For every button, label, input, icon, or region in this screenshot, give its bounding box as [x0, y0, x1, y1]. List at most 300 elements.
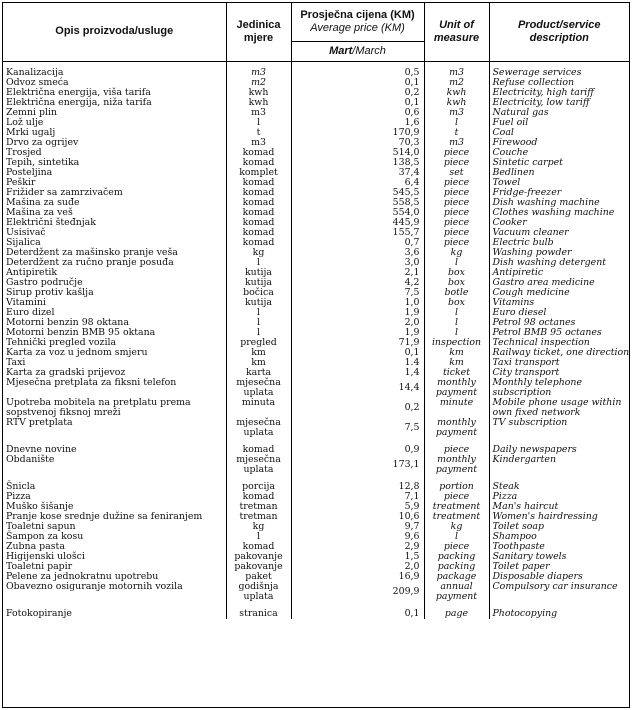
- table-row: [3, 455, 629, 475]
- table-row: [3, 328, 629, 338]
- unit-en: m3: [449, 66, 464, 78]
- cell-unit-en: [424, 552, 489, 562]
- cell-desc: [489, 118, 629, 128]
- unit-bs: paket: [245, 570, 272, 582]
- price-value: 170,9: [392, 126, 420, 138]
- cell-price: [291, 368, 424, 378]
- cell-name: [3, 398, 226, 418]
- cell-name: [3, 268, 226, 278]
- header-unit-en: Unit of measure: [424, 3, 489, 61]
- item-desc-en: Disposable diapers: [492, 570, 583, 582]
- cell-name: [3, 552, 226, 562]
- cell-unit: [226, 88, 291, 98]
- unit-bs: pakovanje: [234, 550, 283, 562]
- unit-en-cont: payment: [435, 386, 478, 398]
- item-desc-en: City transport: [492, 366, 560, 378]
- unit-bs: pregled: [240, 336, 277, 348]
- unit-bs: karta: [245, 366, 272, 378]
- cell-name: [3, 512, 226, 522]
- unit-en: packing: [437, 560, 476, 572]
- cell-unit: [226, 572, 291, 582]
- price-value: 0,1: [404, 76, 420, 88]
- unit-bs: mjesečna: [236, 453, 281, 465]
- unit-bs: m3: [251, 106, 266, 118]
- table-row: [3, 298, 629, 308]
- unit-en: monthly: [437, 376, 476, 388]
- table-row: [3, 248, 629, 258]
- cell-unit-en: [424, 218, 489, 228]
- item-desc-en: Compulsory car insurance: [492, 580, 618, 592]
- table-row: [3, 178, 629, 188]
- cell-name: [3, 108, 226, 118]
- table-row: [3, 542, 629, 552]
- cell-unit: [226, 445, 291, 455]
- unit-bs: komad: [242, 146, 275, 158]
- cell-desc: [489, 298, 629, 308]
- cell-desc: [489, 348, 629, 358]
- cell-desc: [489, 582, 629, 602]
- cell-desc: [489, 218, 629, 228]
- item-name: Električni šteđnjak: [6, 216, 96, 228]
- cell-unit: [226, 118, 291, 128]
- unit-bs: m3: [251, 66, 266, 78]
- unit-en: annual: [440, 580, 473, 592]
- unit-bs: kutija: [245, 296, 272, 308]
- cell-unit: [226, 512, 291, 522]
- unit-bs: komad: [242, 443, 275, 455]
- item-name: Kanalizacija: [6, 66, 64, 78]
- cell-unit: [226, 398, 291, 418]
- item-desc-en: Euro diesel: [492, 306, 547, 318]
- item-name: Sirup protiv kašlja: [6, 286, 94, 298]
- cell-name: [3, 572, 226, 582]
- unit-en: l: [455, 530, 458, 542]
- price-table-frame: [2, 2, 630, 708]
- table-row: [3, 148, 629, 158]
- cell-price: [291, 582, 424, 602]
- unit-bs: minuta: [241, 396, 276, 408]
- item-name: Toaletni sapun: [6, 520, 76, 532]
- cell-unit-en: [424, 582, 489, 602]
- unit-bs: komad: [242, 226, 275, 238]
- cell-name: [3, 208, 226, 218]
- item-name: Muško šišanje: [6, 500, 74, 512]
- header-description-en: Product/service description: [517, 18, 601, 44]
- cell-unit-en: [424, 148, 489, 158]
- table-row: [3, 78, 629, 88]
- unit-bs: komad: [242, 216, 275, 228]
- item-desc-en: Couche: [492, 146, 529, 158]
- table-row: [3, 582, 629, 602]
- cell-name: [3, 378, 226, 398]
- table-row: [3, 308, 629, 318]
- cell-unit-en: [424, 108, 489, 118]
- table-row: [3, 532, 629, 542]
- item-name: Frižider sa zamrzivačem: [6, 186, 123, 198]
- table-row: [3, 368, 629, 378]
- cell-unit: [226, 108, 291, 118]
- table-row: [3, 228, 629, 238]
- item-desc-en: Toilet soap: [492, 520, 545, 532]
- table-row: [3, 98, 629, 108]
- unit-en: treatment: [432, 500, 481, 512]
- item-name: Drvo za ogrijev: [6, 136, 79, 148]
- unit-en: piece: [443, 216, 470, 228]
- cell-name: [3, 328, 226, 338]
- cell-desc: [489, 108, 629, 118]
- cell-unit-en: [424, 445, 489, 455]
- unit-bs: godišnja: [238, 580, 279, 592]
- unit-en: m3: [449, 136, 464, 148]
- unit-bs: komad: [242, 196, 275, 208]
- unit-en: monthly: [437, 453, 476, 465]
- cell-unit: [226, 348, 291, 358]
- price-value: 0,6: [404, 106, 420, 118]
- cell-unit-en: [424, 198, 489, 208]
- item-name: Šnicla: [6, 480, 36, 492]
- table-row: [3, 238, 629, 248]
- item-desc-en: Technical inspection: [492, 336, 590, 348]
- table-row: [3, 158, 629, 168]
- cell-name: [3, 482, 226, 492]
- cell-unit: [226, 368, 291, 378]
- unit-bs: l: [257, 306, 260, 318]
- cell-unit-en: [424, 188, 489, 198]
- item-desc-en: Petrol 98 octanes: [492, 316, 576, 328]
- cell-unit-en: [424, 158, 489, 168]
- unit-en: monthly: [437, 416, 476, 428]
- cell-price: [291, 398, 424, 418]
- cell-unit-en: [424, 298, 489, 308]
- cell-unit: [226, 158, 291, 168]
- item-desc-en: Clothes washing machine: [492, 206, 615, 218]
- cell-unit-en: [424, 348, 489, 358]
- cell-desc: [489, 502, 629, 512]
- cell-desc: [489, 68, 629, 78]
- price-value: 7,1: [404, 490, 420, 502]
- table-row: [3, 188, 629, 198]
- unit-bs: km: [251, 356, 266, 368]
- cell-unit: [226, 482, 291, 492]
- unit-en: piece: [443, 156, 470, 168]
- item-name: Karta za gradski prijevoz: [6, 366, 126, 378]
- table-row: [3, 348, 629, 358]
- unit-en: minute: [439, 396, 474, 408]
- table-row: [3, 118, 629, 128]
- unit-bs: m3: [251, 136, 266, 148]
- item-name: Peškir: [6, 176, 36, 188]
- cell-unit: [226, 258, 291, 268]
- cell-desc: [489, 378, 629, 398]
- unit-bs: komad: [242, 156, 275, 168]
- unit-en: treatment: [432, 510, 481, 522]
- item-desc-en-cont: subscription: [492, 386, 552, 398]
- unit-en: l: [455, 116, 458, 128]
- unit-en: box: [448, 276, 465, 288]
- price-value: 554,0: [392, 206, 420, 218]
- cell-unit: [226, 98, 291, 108]
- item-desc-en: Gastro area medicine: [492, 276, 595, 288]
- cell-unit: [226, 562, 291, 572]
- item-desc-en: Cooker: [492, 216, 527, 228]
- item-desc-en: Taxi transport: [492, 356, 560, 368]
- cell-price: [291, 572, 424, 582]
- cell-desc: [489, 178, 629, 188]
- cell-unit: [226, 148, 291, 158]
- cell-desc: [489, 532, 629, 542]
- price-value: 10,6: [398, 510, 420, 522]
- cell-name: [3, 338, 226, 348]
- price-value: 0,1: [404, 346, 420, 358]
- price-value: 7,5: [404, 286, 420, 298]
- cell-desc: [489, 522, 629, 532]
- price-value: 0,1: [404, 96, 420, 108]
- unit-bs: kg: [252, 520, 265, 532]
- unit-en: m3: [449, 106, 464, 118]
- unit-en: set: [449, 166, 464, 178]
- item-name: Antipiretik: [6, 266, 58, 278]
- price-value: 173,1: [392, 458, 420, 470]
- cell-desc: [489, 318, 629, 328]
- cell-desc: [489, 98, 629, 108]
- cell-name: [3, 68, 226, 78]
- cell-unit: [226, 278, 291, 288]
- cell-unit: [226, 552, 291, 562]
- cell-unit-en: [424, 368, 489, 378]
- cell-name: [3, 258, 226, 268]
- cell-name: [3, 308, 226, 318]
- table-row: [3, 418, 629, 438]
- table-row: [3, 398, 629, 418]
- item-name: Tehnički pregled vozila: [6, 336, 117, 348]
- unit-en: piece: [443, 146, 470, 158]
- item-desc-en: Sanitary towels: [492, 550, 567, 562]
- table-row: [3, 378, 629, 398]
- cell-desc: [489, 248, 629, 258]
- price-value: 545,5: [392, 186, 420, 198]
- table-row: [3, 128, 629, 138]
- table-row: [3, 512, 629, 522]
- item-desc-en: Monthly telephone: [492, 376, 582, 388]
- header-unit-bs: Jedinica mjere: [226, 3, 291, 61]
- table-row: [3, 168, 629, 178]
- cell-unit-en: [424, 532, 489, 542]
- cell-unit-en: [424, 418, 489, 438]
- table-row: [3, 482, 629, 492]
- unit-bs: komad: [242, 540, 275, 552]
- cell-name: [3, 138, 226, 148]
- unit-bs: kwh: [248, 86, 269, 98]
- item-name: Tepih, sintetika: [6, 156, 80, 168]
- cell-name: [3, 368, 226, 378]
- cell-unit-en: [424, 455, 489, 475]
- table-row: [3, 338, 629, 348]
- cell-name: [3, 128, 226, 138]
- cell-unit-en: [424, 268, 489, 278]
- item-name: Euro dizel: [6, 306, 55, 318]
- cell-desc: [489, 562, 629, 572]
- unit-bs-cont: uplata: [243, 463, 274, 475]
- item-desc-en: Toothpaste: [492, 540, 545, 552]
- price-value: 2,0: [404, 560, 420, 572]
- cell-unit-en: [424, 398, 489, 418]
- table-row: [3, 609, 629, 619]
- cell-desc: [489, 542, 629, 552]
- price-value: 1,9: [404, 306, 420, 318]
- item-desc-en: Bedlinen: [492, 166, 535, 178]
- cell-unit-en: [424, 168, 489, 178]
- item-desc-en: Toilet paper: [492, 560, 550, 572]
- unit-bs: mjesečna: [236, 416, 281, 428]
- cell-desc: [489, 609, 629, 619]
- unit-en: kg: [450, 246, 463, 258]
- cell-unit-en: [424, 228, 489, 238]
- unit-bs: kutija: [245, 266, 272, 278]
- cell-name: [3, 168, 226, 178]
- cell-desc: [489, 328, 629, 338]
- item-name: Sijalica: [6, 236, 41, 248]
- price-value: 9,6: [404, 530, 420, 542]
- price-value: 155,7: [392, 226, 420, 238]
- price-value: 6,4: [404, 176, 420, 188]
- item-name: Gastro područje: [6, 276, 83, 288]
- cell-unit: [226, 248, 291, 258]
- price-value: 514,0: [392, 146, 420, 158]
- item-name: Dnevne novine: [6, 443, 77, 455]
- price-value: 0,1: [404, 607, 420, 619]
- item-name: Karta za voz u jednom smjeru: [6, 346, 148, 358]
- unit-en: t: [454, 126, 459, 138]
- cell-unit: [226, 542, 291, 552]
- table-row: [3, 288, 629, 298]
- unit-en: l: [455, 326, 458, 338]
- cell-unit-en: [424, 502, 489, 512]
- price-value: 0,9: [404, 443, 420, 455]
- price-value: 1,0: [404, 296, 420, 308]
- price-value: 0,7: [404, 236, 420, 248]
- unit-en: box: [448, 266, 465, 278]
- cell-unit: [226, 455, 291, 475]
- cell-unit: [226, 308, 291, 318]
- table-row: [3, 68, 629, 78]
- item-desc-en: Sewerage services: [492, 66, 582, 78]
- cell-unit: [226, 492, 291, 502]
- cell-unit: [226, 178, 291, 188]
- cell-unit-en: [424, 68, 489, 78]
- cell-price: [291, 418, 424, 438]
- cell-unit-en: [424, 572, 489, 582]
- unit-en: l: [455, 256, 458, 268]
- table-row: [3, 88, 629, 98]
- cell-unit: [226, 418, 291, 438]
- item-desc-en: Coal: [492, 126, 514, 138]
- cell-unit-en: [424, 378, 489, 398]
- unit-bs: komplet: [239, 166, 278, 178]
- item-name: Električna energija, viša tarifa: [6, 86, 151, 98]
- item-name: Pranje kose srednje dužine sa feniranjem: [6, 510, 203, 522]
- item-name: Motorni benzin BMB 95 oktana: [6, 326, 156, 338]
- cell-unit-en: [424, 318, 489, 328]
- unit-bs: l: [257, 530, 260, 542]
- item-name: Pelene za jednokratnu upotrebu: [6, 570, 159, 582]
- unit-bs: l: [257, 116, 260, 128]
- cell-unit-en: [424, 118, 489, 128]
- item-desc-en: Steak: [492, 480, 520, 492]
- cell-unit: [226, 358, 291, 368]
- unit-bs: kwh: [248, 96, 269, 108]
- table-row: [3, 552, 629, 562]
- unit-en: portion: [439, 480, 474, 492]
- price-value: 16,9: [398, 570, 420, 582]
- cell-unit: [226, 188, 291, 198]
- cell-name: [3, 288, 226, 298]
- table-row: [3, 198, 629, 208]
- price-table-body: [3, 62, 629, 619]
- cell-desc: [489, 208, 629, 218]
- cell-desc: [489, 138, 629, 148]
- cell-desc: [489, 198, 629, 208]
- price-value: 445,9: [392, 216, 420, 228]
- unit-en: piece: [443, 186, 470, 198]
- unit-en-cont: payment: [435, 463, 478, 475]
- cell-name: [3, 198, 226, 208]
- unit-en: box: [448, 296, 465, 308]
- cell-name: [3, 188, 226, 198]
- cell-name: [3, 178, 226, 188]
- item-name: Trosjed: [6, 146, 42, 158]
- unit-en: piece: [443, 176, 470, 188]
- price-value: 0,2: [404, 86, 420, 98]
- unit-bs: l: [257, 316, 260, 328]
- cell-unit-en: [424, 288, 489, 298]
- item-desc-en: Petrol BMB 95 octanes: [492, 326, 602, 338]
- cell-desc: [489, 228, 629, 238]
- cell-name: [3, 238, 226, 248]
- cell-unit: [226, 208, 291, 218]
- cell-unit-en: [424, 328, 489, 338]
- item-desc-en: Electricity, low tariff: [492, 96, 590, 108]
- table-row: [3, 358, 629, 368]
- cell-desc: [489, 482, 629, 492]
- item-desc-en: Dish washing machine: [492, 196, 600, 208]
- price-value: 71,9: [398, 336, 420, 348]
- item-desc-en: Electricity, high tariff: [492, 86, 594, 98]
- unit-bs: t: [256, 126, 261, 138]
- item-desc-en: TV subscription: [492, 416, 568, 428]
- cell-desc: [489, 308, 629, 318]
- cell-name: [3, 455, 226, 475]
- cell-price: [291, 445, 424, 455]
- price-value: 1,6: [404, 116, 420, 128]
- unit-en: km: [449, 356, 464, 368]
- unit-bs: komad: [242, 186, 275, 198]
- cell-unit-en: [424, 128, 489, 138]
- cell-desc: [489, 128, 629, 138]
- unit-bs: pakovanje: [234, 560, 283, 572]
- unit-en-cont: payment: [435, 590, 478, 602]
- item-name: Električna energija, niža tarifa: [6, 96, 152, 108]
- cell-price: [291, 378, 424, 398]
- unit-en: piece: [443, 236, 470, 248]
- cell-unit-en: [424, 492, 489, 502]
- cell-desc: [489, 268, 629, 278]
- unit-bs-cont: uplata: [243, 386, 274, 398]
- cell-name: [3, 492, 226, 502]
- cell-unit-en: [424, 522, 489, 532]
- header-month-en: March: [355, 44, 386, 57]
- unit-bs: komad: [242, 236, 275, 248]
- unit-en: ticket: [442, 366, 470, 378]
